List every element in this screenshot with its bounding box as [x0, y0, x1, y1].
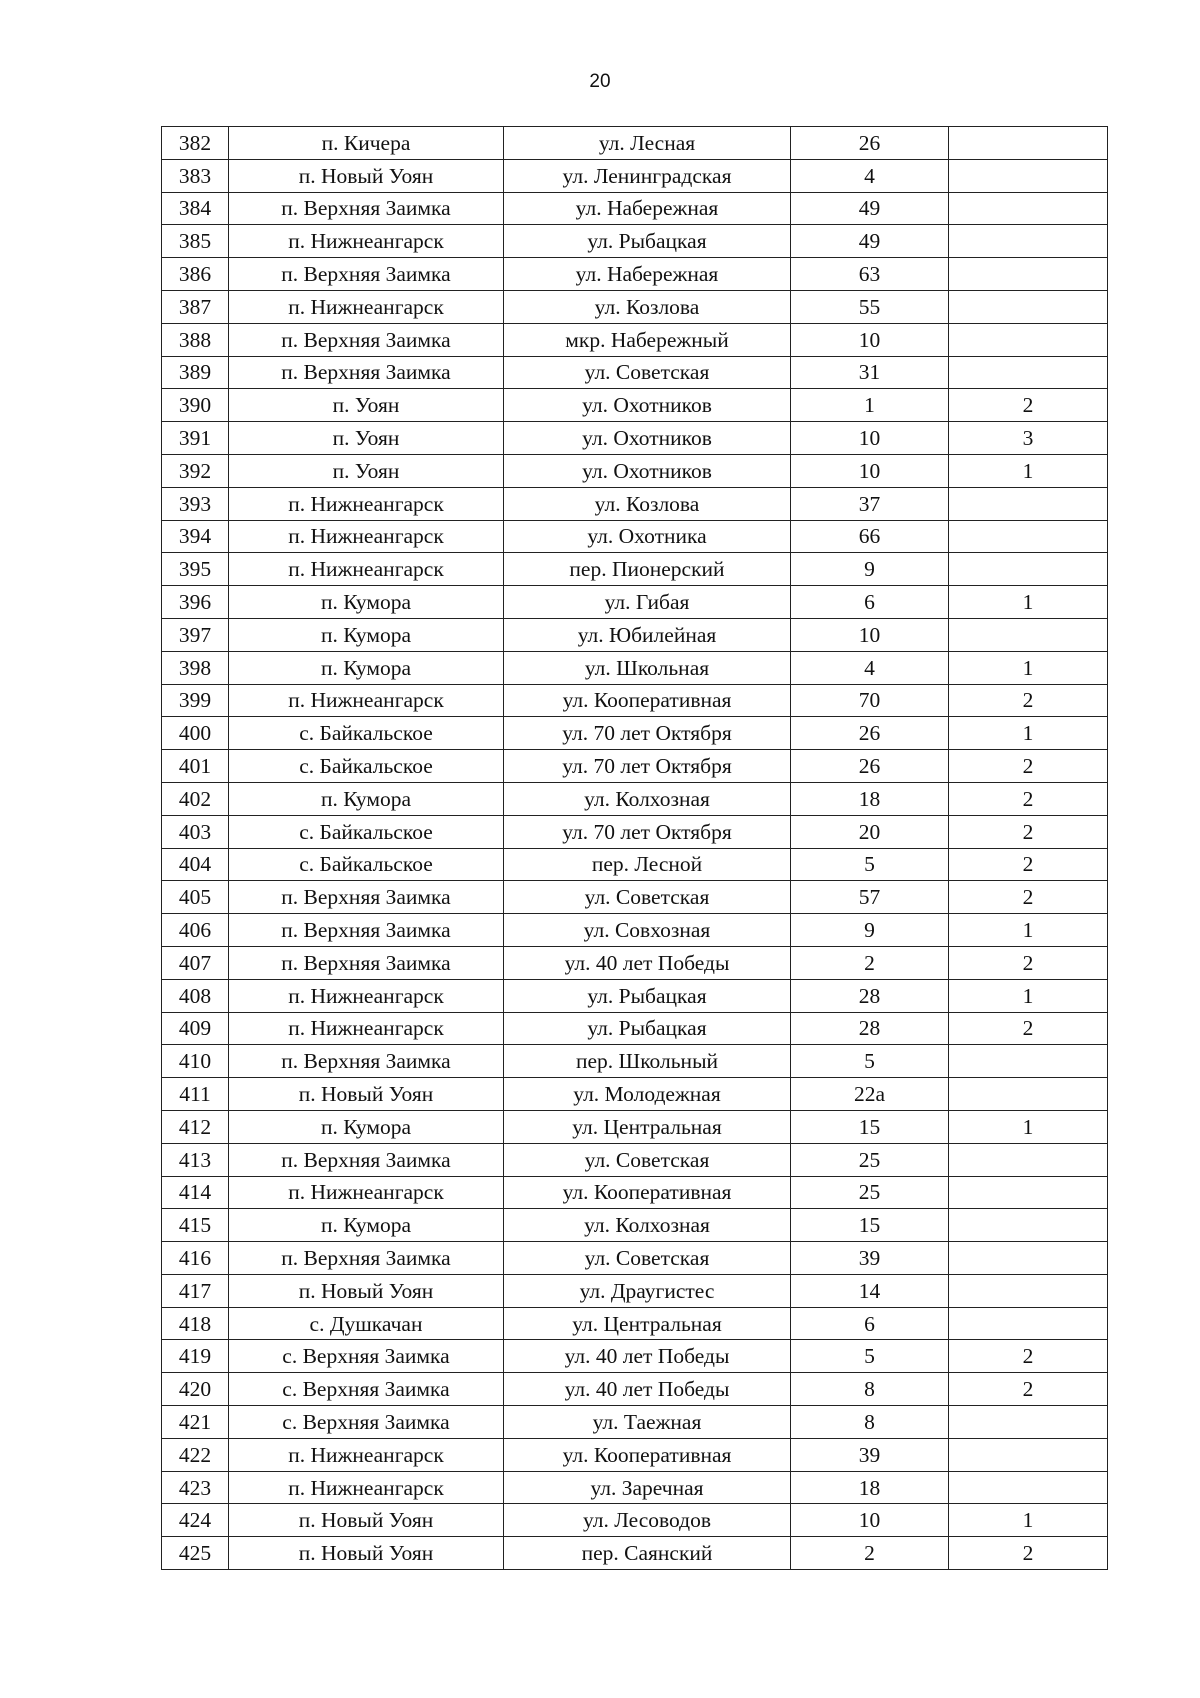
apartment-cell: 2 [949, 389, 1108, 422]
street-cell: ул. Набережная [504, 192, 791, 225]
table-row [162, 586, 1108, 619]
row-number-cell: 392 [162, 454, 229, 487]
table-row [162, 225, 1108, 258]
apartment-cell: 1 [949, 1110, 1108, 1143]
apartment-cell [949, 553, 1108, 586]
apartment-cell: 2 [949, 1537, 1108, 1570]
street-cell: ул. 70 лет Октября [504, 750, 791, 783]
apartment-cell: 2 [949, 1012, 1108, 1045]
settlement-cell: п. Верхняя Заимка [229, 1143, 504, 1176]
apartment-cell: 1 [949, 914, 1108, 947]
table-row [162, 1176, 1108, 1209]
table-row [162, 1143, 1108, 1176]
street-cell: ул. Набережная [504, 258, 791, 291]
address-table [161, 126, 1108, 1570]
table-row [162, 1471, 1108, 1504]
apartment-cell [949, 1307, 1108, 1340]
street-cell: ул. Козлова [504, 487, 791, 520]
house-number-cell: 26 [791, 750, 949, 783]
settlement-cell: п. Верхняя Заимка [229, 881, 504, 914]
street-cell: пер. Саянский [504, 1537, 791, 1570]
apartment-cell [949, 1438, 1108, 1471]
row-number-cell: 397 [162, 618, 229, 651]
apartment-cell: 2 [949, 1340, 1108, 1373]
settlement-cell: с. Верхняя Заимка [229, 1406, 504, 1439]
apartment-cell [949, 356, 1108, 389]
street-cell: ул. Советская [504, 1242, 791, 1275]
row-number-cell: 406 [162, 914, 229, 947]
row-number-cell: 390 [162, 389, 229, 422]
house-number-cell: 9 [791, 553, 949, 586]
house-number-cell: 1 [791, 389, 949, 422]
street-cell: ул. 70 лет Октября [504, 717, 791, 750]
street-cell: ул. Юбилейная [504, 618, 791, 651]
apartment-cell [949, 225, 1108, 258]
house-number-cell: 55 [791, 290, 949, 323]
table-row [162, 1340, 1108, 1373]
house-number-cell: 28 [791, 979, 949, 1012]
table-row [162, 1045, 1108, 1078]
row-number-cell: 409 [162, 1012, 229, 1045]
apartment-cell [949, 323, 1108, 356]
street-cell: ул. Лесная [504, 127, 791, 160]
page-number: 20 [589, 71, 611, 92]
apartment-cell: 1 [949, 454, 1108, 487]
house-number-cell: 25 [791, 1176, 949, 1209]
street-cell: ул. Школьная [504, 651, 791, 684]
house-number-cell: 31 [791, 356, 949, 389]
street-cell: ул. Советская [504, 881, 791, 914]
table-row [162, 881, 1108, 914]
house-number-cell: 25 [791, 1143, 949, 1176]
house-number-cell: 49 [791, 225, 949, 258]
street-cell: ул. Козлова [504, 290, 791, 323]
address-table-body [162, 127, 1108, 1570]
row-number-cell: 402 [162, 782, 229, 815]
street-cell: ул. Центральная [504, 1307, 791, 1340]
table-row [162, 356, 1108, 389]
settlement-cell: п. Нижнеангарск [229, 290, 504, 323]
table-row [162, 1438, 1108, 1471]
house-number-cell: 39 [791, 1438, 949, 1471]
table-row [162, 1406, 1108, 1439]
house-number-cell: 5 [791, 848, 949, 881]
row-number-cell: 394 [162, 520, 229, 553]
settlement-cell: с. Байкальское [229, 848, 504, 881]
street-cell: ул. 40 лет Победы [504, 1340, 791, 1373]
row-number-cell: 384 [162, 192, 229, 225]
street-cell: ул. Охотника [504, 520, 791, 553]
house-number-cell: 8 [791, 1406, 949, 1439]
apartment-cell: 1 [949, 586, 1108, 619]
street-cell: ул. Советская [504, 1143, 791, 1176]
table-row [162, 979, 1108, 1012]
house-number-cell: 39 [791, 1242, 949, 1275]
street-cell: пер. Лесной [504, 848, 791, 881]
table-row [162, 1504, 1108, 1537]
house-number-cell: 18 [791, 782, 949, 815]
table-row [162, 1012, 1108, 1045]
apartment-cell [949, 258, 1108, 291]
table-row [162, 946, 1108, 979]
apartment-cell: 3 [949, 422, 1108, 455]
house-number-cell: 5 [791, 1340, 949, 1373]
table-row [162, 422, 1108, 455]
apartment-cell: 2 [949, 1373, 1108, 1406]
apartment-cell [949, 487, 1108, 520]
apartment-cell [949, 192, 1108, 225]
row-number-cell: 400 [162, 717, 229, 750]
apartment-cell: 2 [949, 815, 1108, 848]
apartment-cell [949, 1078, 1108, 1111]
house-number-cell: 18 [791, 1471, 949, 1504]
street-cell: ул. Охотников [504, 389, 791, 422]
street-cell: ул. Совхозная [504, 914, 791, 947]
apartment-cell: 2 [949, 881, 1108, 914]
street-cell: ул. Кооперативная [504, 684, 791, 717]
house-number-cell: 6 [791, 586, 949, 619]
row-number-cell: 421 [162, 1406, 229, 1439]
table-row [162, 717, 1108, 750]
table-row [162, 618, 1108, 651]
house-number-cell: 70 [791, 684, 949, 717]
row-number-cell: 408 [162, 979, 229, 1012]
settlement-cell: п. Нижнеангарск [229, 553, 504, 586]
settlement-cell: п. Нижнеангарск [229, 1438, 504, 1471]
row-number-cell: 388 [162, 323, 229, 356]
table-row [162, 1373, 1108, 1406]
table-row [162, 651, 1108, 684]
row-number-cell: 413 [162, 1143, 229, 1176]
table-row [162, 1078, 1108, 1111]
apartment-cell: 2 [949, 848, 1108, 881]
house-number-cell: 15 [791, 1209, 949, 1242]
table-row [162, 750, 1108, 783]
apartment-cell [949, 1406, 1108, 1439]
row-number-cell: 416 [162, 1242, 229, 1275]
apartment-cell: 1 [949, 1504, 1108, 1537]
settlement-cell: п. Верхняя Заимка [229, 323, 504, 356]
table-row [162, 1209, 1108, 1242]
settlement-cell: п. Новый Уоян [229, 1078, 504, 1111]
house-number-cell: 28 [791, 1012, 949, 1045]
street-cell: ул. Охотников [504, 454, 791, 487]
table-row [162, 914, 1108, 947]
row-number-cell: 410 [162, 1045, 229, 1078]
row-number-cell: 396 [162, 586, 229, 619]
apartment-cell: 2 [949, 684, 1108, 717]
apartment-cell [949, 1274, 1108, 1307]
street-cell: пер. Пионерский [504, 553, 791, 586]
house-number-cell: 15 [791, 1110, 949, 1143]
table-row [162, 1307, 1108, 1340]
apartment-cell [949, 520, 1108, 553]
settlement-cell: п. Уоян [229, 389, 504, 422]
settlement-cell: п. Нижнеангарск [229, 979, 504, 1012]
street-cell: ул. Драугистес [504, 1274, 791, 1307]
table-row [162, 520, 1108, 553]
row-number-cell: 405 [162, 881, 229, 914]
settlement-cell: п. Новый Уоян [229, 1504, 504, 1537]
settlement-cell: п. Новый Уоян [229, 159, 504, 192]
settlement-cell: п. Кумора [229, 1209, 504, 1242]
house-number-cell: 57 [791, 881, 949, 914]
house-number-cell: 10 [791, 422, 949, 455]
settlement-cell: с. Байкальское [229, 815, 504, 848]
row-number-cell: 398 [162, 651, 229, 684]
apartment-cell: 2 [949, 750, 1108, 783]
house-number-cell: 14 [791, 1274, 949, 1307]
row-number-cell: 389 [162, 356, 229, 389]
house-number-cell: 9 [791, 914, 949, 947]
apartment-cell: 1 [949, 717, 1108, 750]
settlement-cell: с. Верхняя Заимка [229, 1340, 504, 1373]
street-cell: ул. Ленинградская [504, 159, 791, 192]
house-number-cell: 4 [791, 159, 949, 192]
table-row [162, 782, 1108, 815]
settlement-cell: п. Кумора [229, 586, 504, 619]
settlement-cell: п. Кумора [229, 618, 504, 651]
settlement-cell: п. Нижнеангарск [229, 1012, 504, 1045]
settlement-cell: п. Верхняя Заимка [229, 192, 504, 225]
settlement-cell: с. Душкачан [229, 1307, 504, 1340]
house-number-cell: 10 [791, 618, 949, 651]
settlement-cell: п. Верхняя Заимка [229, 1045, 504, 1078]
street-cell: ул. Заречная [504, 1471, 791, 1504]
house-number-cell: 37 [791, 487, 949, 520]
table-row [162, 389, 1108, 422]
street-cell: пер. Школьный [504, 1045, 791, 1078]
street-cell: ул. Рыбацкая [504, 979, 791, 1012]
street-cell: ул. 70 лет Октября [504, 815, 791, 848]
settlement-cell: п. Кичера [229, 127, 504, 160]
row-number-cell: 419 [162, 1340, 229, 1373]
table-row [162, 848, 1108, 881]
apartment-cell: 2 [949, 782, 1108, 815]
row-number-cell: 404 [162, 848, 229, 881]
house-number-cell: 63 [791, 258, 949, 291]
settlement-cell: п. Кумора [229, 651, 504, 684]
house-number-cell: 10 [791, 454, 949, 487]
street-cell: ул. Кооперативная [504, 1438, 791, 1471]
row-number-cell: 391 [162, 422, 229, 455]
house-number-cell: 4 [791, 651, 949, 684]
row-number-cell: 382 [162, 127, 229, 160]
settlement-cell: п. Кумора [229, 1110, 504, 1143]
street-cell: ул. Таежная [504, 1406, 791, 1439]
row-number-cell: 411 [162, 1078, 229, 1111]
settlement-cell: п. Нижнеангарск [229, 487, 504, 520]
row-number-cell: 420 [162, 1373, 229, 1406]
apartment-cell [949, 1045, 1108, 1078]
row-number-cell: 425 [162, 1537, 229, 1570]
apartment-cell [949, 1143, 1108, 1176]
street-cell: ул. Кооперативная [504, 1176, 791, 1209]
table-row [162, 323, 1108, 356]
street-cell: мкр. Набережный [504, 323, 791, 356]
row-number-cell: 424 [162, 1504, 229, 1537]
table-row [162, 815, 1108, 848]
apartment-cell [949, 1242, 1108, 1275]
table-row [162, 1537, 1108, 1570]
house-number-cell: 6 [791, 1307, 949, 1340]
table-row [162, 553, 1108, 586]
table-row [162, 1242, 1108, 1275]
house-number-cell: 49 [791, 192, 949, 225]
street-cell: ул. 40 лет Победы [504, 1373, 791, 1406]
street-cell: ул. Лесоводов [504, 1504, 791, 1537]
settlement-cell: п. Верхняя Заимка [229, 258, 504, 291]
row-number-cell: 414 [162, 1176, 229, 1209]
table-row [162, 487, 1108, 520]
row-number-cell: 403 [162, 815, 229, 848]
settlement-cell: п. Кумора [229, 782, 504, 815]
apartment-cell [949, 1176, 1108, 1209]
street-cell: ул. Охотников [504, 422, 791, 455]
house-number-cell: 10 [791, 323, 949, 356]
apartment-cell [949, 127, 1108, 160]
apartment-cell [949, 290, 1108, 323]
table-row [162, 1274, 1108, 1307]
row-number-cell: 401 [162, 750, 229, 783]
settlement-cell: с. Байкальское [229, 750, 504, 783]
apartment-cell: 1 [949, 979, 1108, 1012]
house-number-cell: 20 [791, 815, 949, 848]
apartment-cell [949, 159, 1108, 192]
street-cell: ул. 40 лет Победы [504, 946, 791, 979]
street-cell: ул. Колхозная [504, 1209, 791, 1242]
house-number-cell: 8 [791, 1373, 949, 1406]
settlement-cell: п. Верхняя Заимка [229, 914, 504, 947]
settlement-cell: п. Верхняя Заимка [229, 1242, 504, 1275]
apartment-cell: 1 [949, 651, 1108, 684]
row-number-cell: 422 [162, 1438, 229, 1471]
row-number-cell: 386 [162, 258, 229, 291]
table-row [162, 290, 1108, 323]
row-number-cell: 417 [162, 1274, 229, 1307]
table-row [162, 454, 1108, 487]
row-number-cell: 395 [162, 553, 229, 586]
house-number-cell: 10 [791, 1504, 949, 1537]
settlement-cell: п. Верхняя Заимка [229, 946, 504, 979]
street-cell: ул. Рыбацкая [504, 225, 791, 258]
settlement-cell: п. Нижнеангарск [229, 520, 504, 553]
street-cell: ул. Колхозная [504, 782, 791, 815]
apartment-cell [949, 1471, 1108, 1504]
settlement-cell: п. Новый Уоян [229, 1274, 504, 1307]
house-number-cell: 22а [791, 1078, 949, 1111]
house-number-cell: 5 [791, 1045, 949, 1078]
settlement-cell: п. Нижнеангарск [229, 684, 504, 717]
settlement-cell: п. Уоян [229, 454, 504, 487]
table-row [162, 1110, 1108, 1143]
row-number-cell: 393 [162, 487, 229, 520]
house-number-cell: 2 [791, 1537, 949, 1570]
apartment-cell [949, 1209, 1108, 1242]
apartment-cell [949, 618, 1108, 651]
house-number-cell: 26 [791, 127, 949, 160]
row-number-cell: 383 [162, 159, 229, 192]
row-number-cell: 407 [162, 946, 229, 979]
row-number-cell: 387 [162, 290, 229, 323]
table-row [162, 258, 1108, 291]
settlement-cell: с. Байкальское [229, 717, 504, 750]
settlement-cell: п. Нижнеангарск [229, 225, 504, 258]
street-cell: ул. Рыбацкая [504, 1012, 791, 1045]
settlement-cell: п. Нижнеангарск [229, 1471, 504, 1504]
table-row [162, 127, 1108, 160]
row-number-cell: 415 [162, 1209, 229, 1242]
row-number-cell: 423 [162, 1471, 229, 1504]
table-row [162, 159, 1108, 192]
street-cell: ул. Советская [504, 356, 791, 389]
street-cell: ул. Центральная [504, 1110, 791, 1143]
row-number-cell: 418 [162, 1307, 229, 1340]
settlement-cell: п. Нижнеангарск [229, 1176, 504, 1209]
table-row [162, 192, 1108, 225]
apartment-cell: 2 [949, 946, 1108, 979]
street-cell: ул. Молодежная [504, 1078, 791, 1111]
settlement-cell: п. Новый Уоян [229, 1537, 504, 1570]
table-row [162, 684, 1108, 717]
row-number-cell: 385 [162, 225, 229, 258]
row-number-cell: 399 [162, 684, 229, 717]
street-cell: ул. Гибая [504, 586, 791, 619]
row-number-cell: 412 [162, 1110, 229, 1143]
house-number-cell: 26 [791, 717, 949, 750]
settlement-cell: п. Уоян [229, 422, 504, 455]
house-number-cell: 2 [791, 946, 949, 979]
settlement-cell: п. Верхняя Заимка [229, 356, 504, 389]
house-number-cell: 66 [791, 520, 949, 553]
settlement-cell: с. Верхняя Заимка [229, 1373, 504, 1406]
